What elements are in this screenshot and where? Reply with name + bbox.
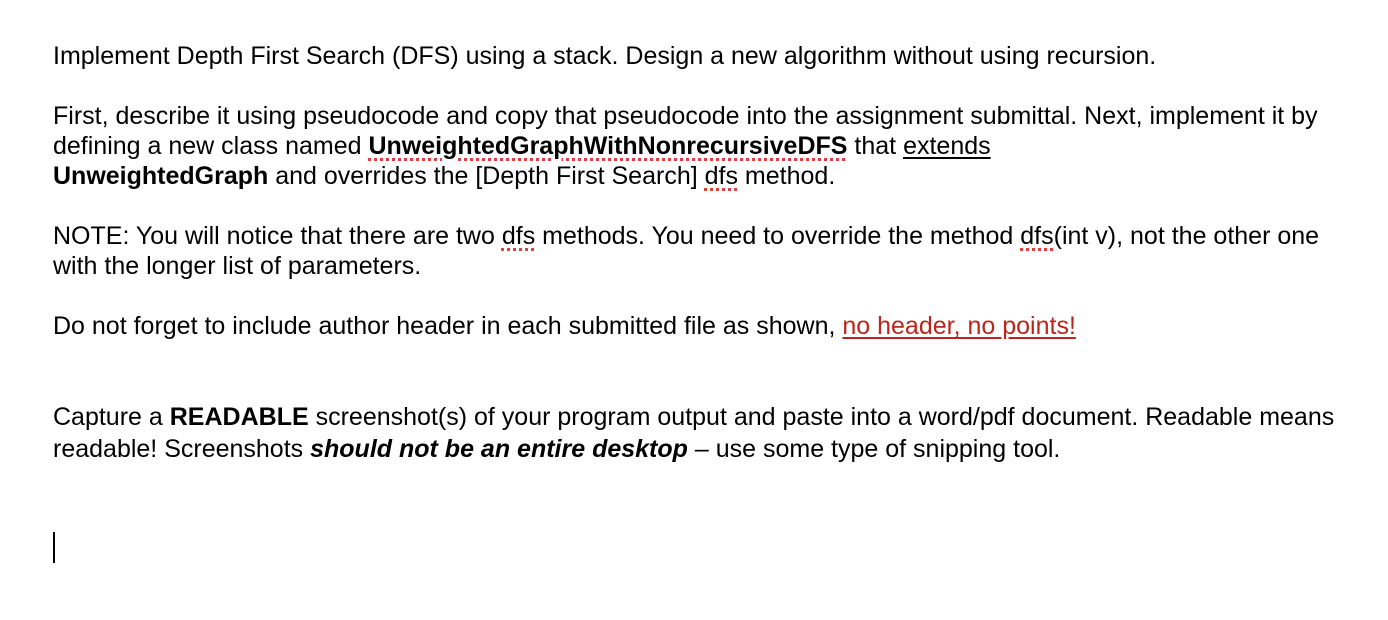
desktop-emphasis: should not be an entire desktop — [310, 435, 688, 463]
paragraph-gap — [53, 341, 1353, 401]
instructions-text-2: that — [847, 132, 904, 160]
note-text-2: methods. You need to override the method — [535, 222, 1021, 250]
header-reminder-text: Do not forget to include author header in each submitted file as shown, — [53, 312, 843, 340]
dfs-word-2: dfs — [1020, 222, 1054, 250]
text-cursor — [53, 532, 55, 563]
base-class-name: UnweightedGraph — [53, 162, 269, 190]
dfs-method-name: dfs — [704, 162, 738, 190]
extends-word: extends — [903, 132, 991, 160]
paragraph-gap — [53, 71, 1353, 101]
screenshot-text-3: – use some type of snipping tool. — [687, 435, 1061, 463]
readable-word: READABLE — [169, 403, 309, 431]
document-body[interactable] — [53, 41, 1353, 465]
screenshot-text-1: Capture a — [53, 403, 170, 431]
instructions-text-1: First, describe it using pseudocode and copy that pseudocode into the assignment submittal. Next, implement it by defining a new class named — [53, 102, 1318, 160]
no-header-warning: no header, no points! — [842, 312, 1076, 340]
paragraph-note — [53, 221, 1353, 281]
screenshot-text-2: screenshot(s) of your program output and paste into a word/pdf document. Readable means readable! Screenshots — [53, 403, 1335, 463]
note-text-3: (int v), not the other one with the longer list of parameters. — [53, 222, 1320, 280]
instructions-text-3: and overrides the [Depth First Search] — [268, 162, 705, 190]
paragraph-instructions — [53, 101, 1353, 191]
note-text-1: NOTE: You will notice that there are two — [53, 222, 502, 250]
paragraph-task — [53, 41, 1353, 71]
task-text: Implement Depth First Search (DFS) using a stack. Design a new algorithm without using recursion. — [53, 42, 1157, 70]
paragraph-gap — [53, 281, 1353, 311]
class-name: UnweightedGraphWithNonrecursiveDFS — [368, 132, 848, 160]
instructions-text-4: method. — [737, 162, 836, 190]
paragraph-header-reminder — [53, 311, 1353, 341]
dfs-word-1: dfs — [501, 222, 536, 250]
paragraph-gap — [53, 191, 1353, 221]
paragraph-screenshot — [53, 401, 1353, 465]
